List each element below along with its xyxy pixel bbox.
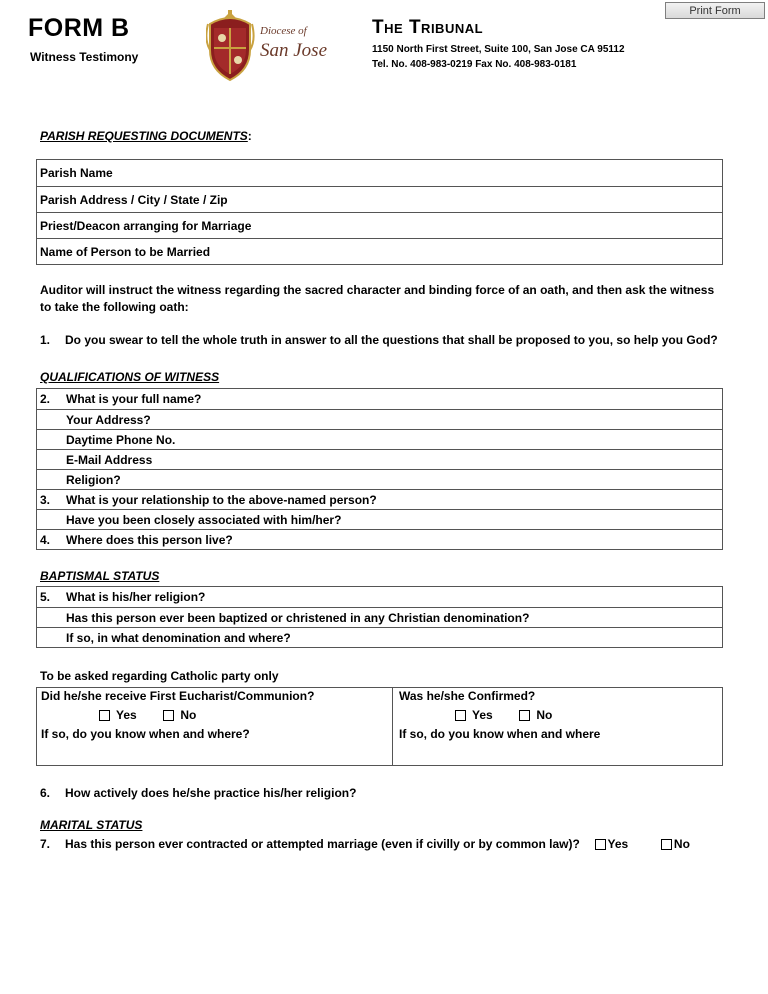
eucharist-question: Did he/she receive First Eucharist/Communion? [41,689,315,703]
phone-field[interactable]: Daytime Phone No. [37,429,722,449]
qualifications-heading: QUALIFICATIONS OF WITNESS [40,370,220,384]
crest-icon [206,10,253,80]
eucharist-no-option[interactable]: No [163,708,196,722]
marital-heading: MARITAL STATUS [40,818,143,832]
diocese-logo [206,10,330,82]
parish-address-field[interactable]: Parish Address / City / State / Zip [37,186,722,212]
confirmed-options [455,708,552,722]
eucharist-followup: If so, do you know when and where? [41,727,250,741]
print-form-button[interactable]: Print Form [665,2,765,19]
svg-text:San Jose: San Jose [260,40,328,61]
marriage-no-option[interactable]: No [661,837,690,851]
confirmed-yes-checkbox[interactable] [455,710,466,721]
tribunal-address: 1150 North First Street, Suite 100, San Jose CA 95112 [372,44,625,55]
confirmed-followup: If so, do you know when and where [399,727,601,741]
person-married-field[interactable]: Name of Person to be Married [37,238,722,264]
parish-table [36,159,723,265]
oath-instruction: Auditor will instruct the witness regarding the sacred character and binding force of an oath, and then ask the witness to take the following oath: [40,283,715,314]
his-her-religion-field[interactable]: 5. What is his/her religion? [40,590,206,604]
practice-question: 6. How actively does he/she practice his/her religion? [40,786,357,800]
priest-deacon-field[interactable]: Priest/Deacon arranging for Marriage [37,212,722,238]
confirmed-question: Was he/she Confirmed? [399,689,536,703]
parish-heading-wrap [40,127,252,145]
religion-field[interactable]: Religion? [37,469,722,489]
email-field[interactable]: E-Mail Address [37,449,722,469]
full-name-field[interactable]: 2. What is your full name? [40,392,202,406]
eucharist-cell [37,688,393,765]
marriage-yes-checkbox[interactable] [595,839,606,850]
confirmed-no-option[interactable]: No [519,708,552,722]
relationship-field[interactable]: 3. What is your relationship to the above-named person? [37,489,722,509]
form-subtitle: Witness Testimony [30,50,139,64]
denomination-field[interactable]: If so, in what denomination and where? [37,627,722,647]
parish-name-field[interactable]: Parish Name [40,166,113,180]
qualifications-table [36,388,723,550]
tribunal-title: The Tribunal [372,17,484,38]
eucharist-yes-option[interactable]: Yes [99,708,137,722]
parish-heading-colon: : [247,129,252,143]
oath-question: 1. Do you swear to tell the whole truth in answer to all the questions that shall be proposed to you, so help you God? [40,333,718,347]
catholic-table [36,687,723,766]
eucharist-yes-checkbox[interactable] [99,710,110,721]
address-field[interactable]: Your Address? [37,409,722,429]
confirmed-yes-option[interactable]: Yes [455,708,493,722]
svg-text:Diocese of: Diocese of [260,25,307,37]
form-title: FORM B [28,14,130,42]
parish-heading: PARISH REQUESTING DOCUMENTS [40,129,248,143]
catholic-intro: To be asked regarding Catholic party only [40,669,279,683]
tribunal-phone: Tel. No. 408-983-0219 Fax No. 408-983-0181 [372,59,577,70]
marriage-no-checkbox[interactable] [661,839,672,850]
marriage-question: 7. Has this person ever contracted or attempted marriage (even if civilly or by common law)? Yes No [40,837,690,851]
confirmed-cell [393,688,722,765]
associated-field[interactable]: Have you been closely associated with him/her? [37,509,722,529]
eucharist-options [99,708,196,722]
baptismal-table [36,586,723,648]
baptized-field[interactable]: Has this person ever been baptized or christened in any Christian denomination? [37,607,722,627]
eucharist-no-checkbox[interactable] [163,710,174,721]
confirmed-no-checkbox[interactable] [519,710,530,721]
person-lives-field[interactable]: 4. Where does this person live? [37,529,722,549]
baptismal-heading: BAPTISMAL STATUS [40,569,160,583]
marriage-yes-option[interactable]: Yes [595,837,629,851]
